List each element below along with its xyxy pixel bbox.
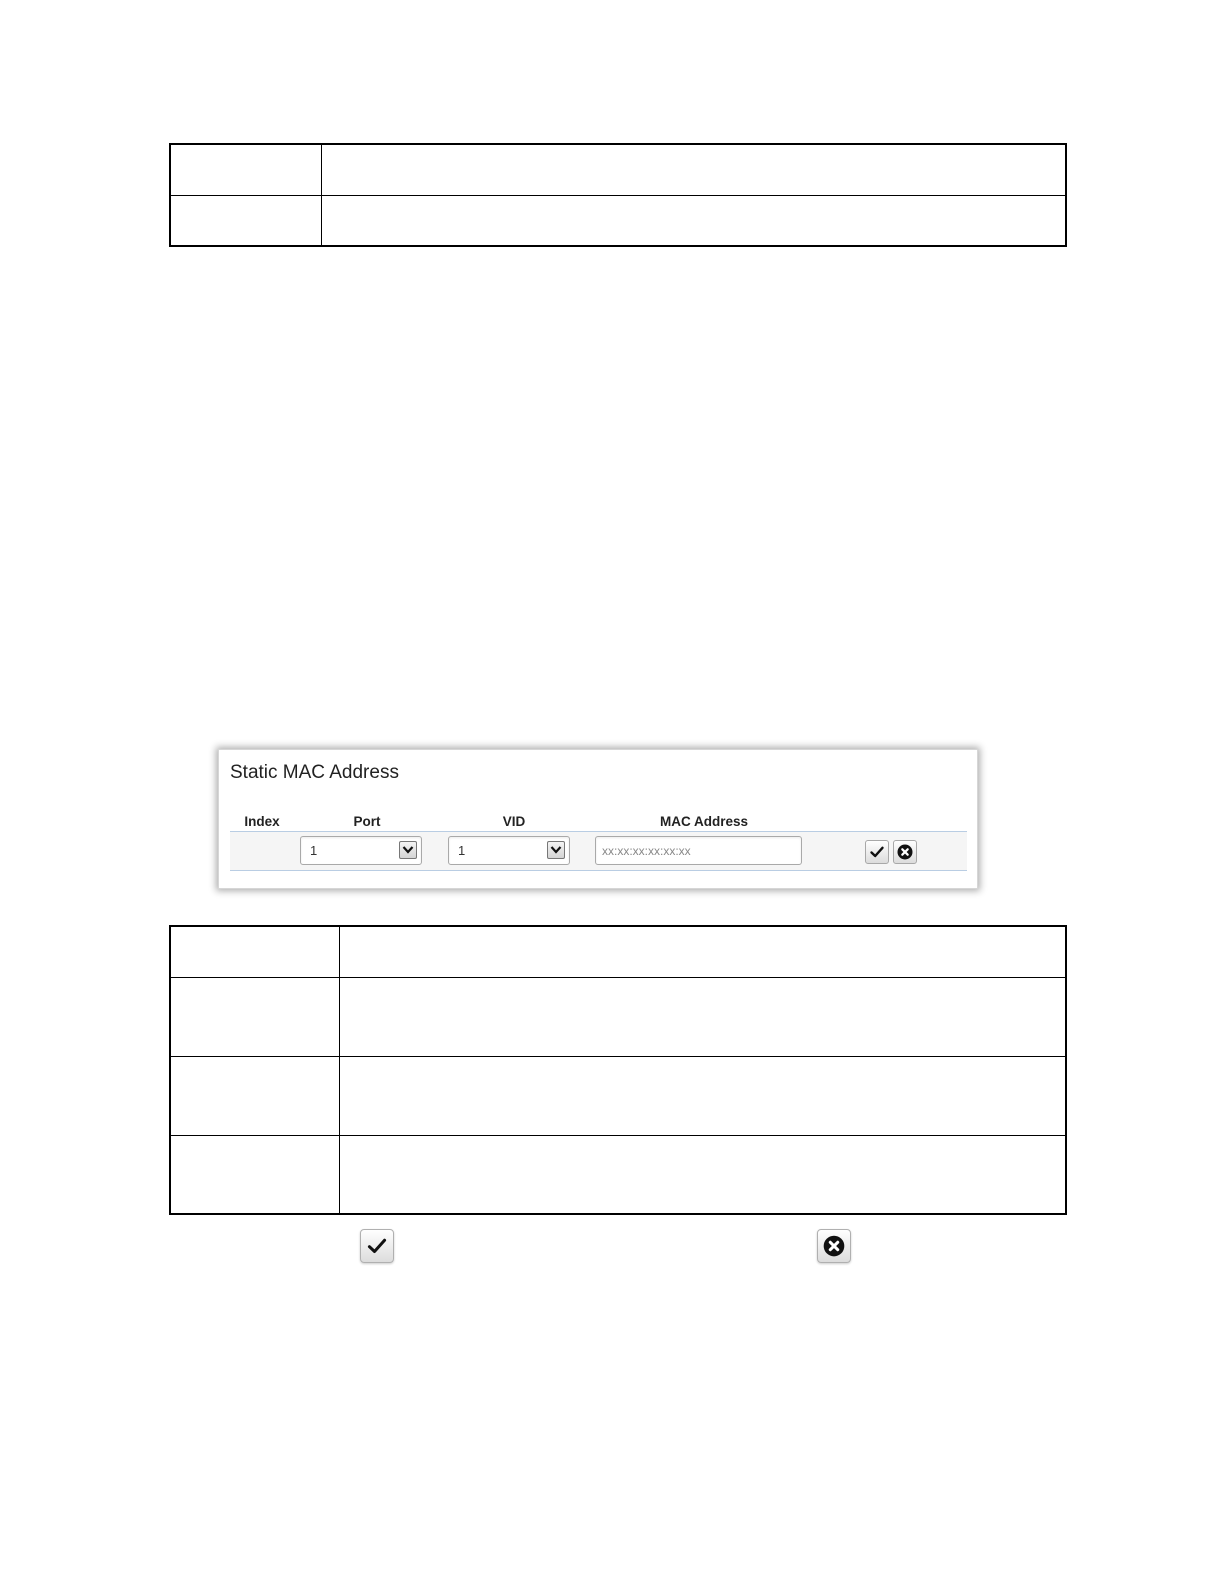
column-header-port: Port	[353, 814, 381, 829]
table-row	[170, 1056, 1066, 1135]
table-cell	[340, 1056, 1067, 1135]
chevron-down-icon[interactable]	[547, 841, 565, 859]
bottom-parameter-table	[169, 925, 1067, 1215]
table-cell	[340, 977, 1067, 1056]
column-header-index: Index	[244, 814, 280, 829]
close-circle-icon	[897, 844, 913, 860]
vid-select[interactable]	[448, 836, 570, 865]
table-cell	[170, 195, 322, 246]
check-icon	[869, 844, 885, 860]
table-cell	[170, 144, 322, 195]
table-cell	[170, 926, 340, 977]
apply-button[interactable]	[865, 840, 889, 864]
table-cell	[170, 1056, 340, 1135]
table-row	[170, 977, 1066, 1056]
table-cell	[170, 1135, 340, 1214]
cancel-button[interactable]	[893, 840, 917, 864]
cancel-icon-illustration	[817, 1229, 851, 1263]
panel-title: Static MAC Address	[230, 762, 399, 783]
table-cell	[322, 195, 1067, 246]
vid-select-value: 1	[458, 843, 466, 858]
table-cell	[340, 926, 1067, 977]
port-select[interactable]	[300, 836, 422, 865]
table-row	[170, 1135, 1066, 1214]
column-header-mac-address: MAC Address	[659, 814, 749, 829]
table-cell	[170, 977, 340, 1056]
column-header-vid: VID	[502, 814, 526, 829]
table-cell	[340, 1135, 1067, 1214]
table-row	[170, 926, 1066, 977]
top-parameter-table	[169, 143, 1067, 247]
mac-address-input[interactable]	[595, 836, 802, 865]
apply-icon-illustration	[360, 1229, 394, 1263]
table-row	[170, 195, 1066, 246]
table-cell	[322, 144, 1067, 195]
chevron-down-icon[interactable]	[399, 841, 417, 859]
check-icon	[366, 1235, 388, 1257]
port-select-value: 1	[310, 843, 318, 858]
row-divider	[230, 870, 967, 871]
static-mac-address-panel	[218, 749, 978, 889]
close-circle-icon	[823, 1235, 845, 1257]
table-row	[170, 144, 1066, 195]
